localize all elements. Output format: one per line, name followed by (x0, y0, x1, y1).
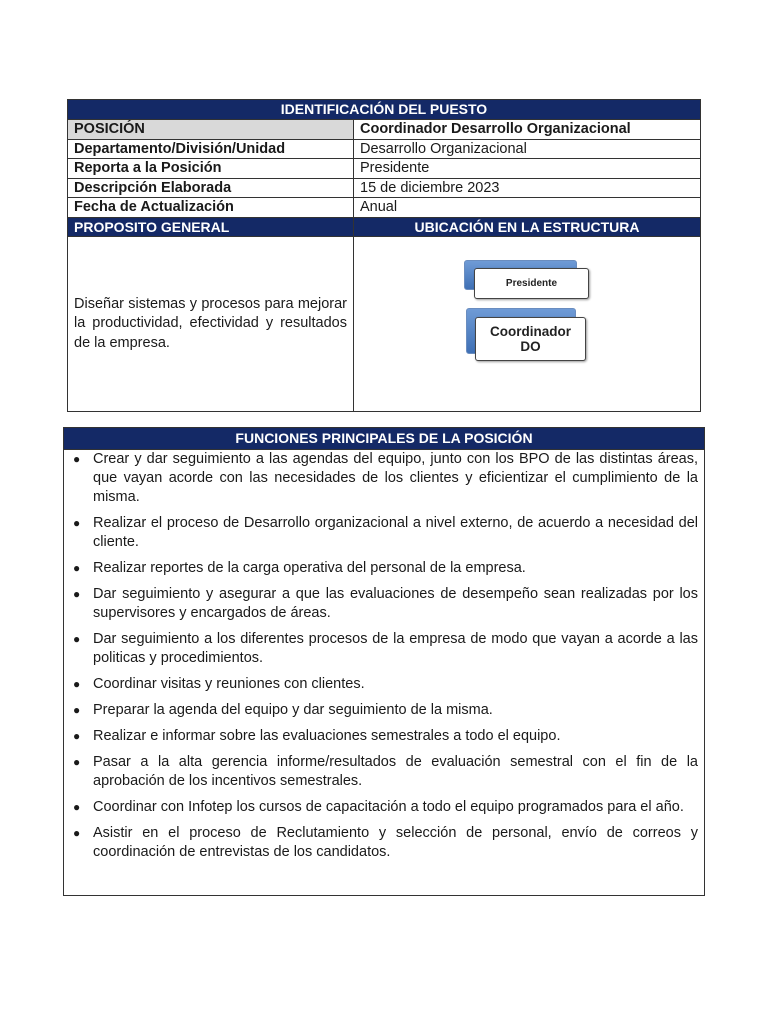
funciones-header: FUNCIONES PRINCIPALES DE LA POSICIÓN (64, 428, 704, 449)
proposito-text: Diseñar sistemas y procesos para mejorar la productividad, efectividad y resultados de la empresa. (74, 295, 347, 351)
proposito-cell (68, 237, 354, 411)
row-label: Reporta a la Posición (68, 159, 354, 178)
list-item (64, 450, 704, 507)
org-node-presidente: Presidente (474, 268, 589, 299)
proposito-header: PROPOSITO GENERAL (68, 218, 354, 236)
ubicacion-header: UBICACIÓN EN LA ESTRUCTURA (354, 218, 700, 236)
list-item-text: Realizar el proceso de Desarrollo organizacional a nivel externo, de acuerdo a necesidad del cliente. (93, 514, 698, 550)
org-node-coordinador: Coordinador DO (475, 317, 586, 361)
list-item (64, 753, 704, 791)
list-item-text: Realizar reportes de la carga operativa del personal de la empresa. (93, 559, 526, 576)
bullet-icon: ● (73, 703, 81, 718)
table-row (68, 178, 700, 198)
row-value: 15 de diciembre 2023 (360, 179, 500, 196)
list-item-text: Coordinar con Infotep los cursos de capacitación a todo el equipo programados para el año. (93, 799, 684, 816)
table-row (68, 158, 700, 178)
bullet-icon: ● (73, 515, 81, 530)
row-value: Coordinador Desarrollo Organizacional (354, 120, 700, 139)
table-row (68, 119, 700, 139)
list-item-text: Dar seguimiento a los diferentes procesos de la empresa de modo que vayan a acorde a las politicas y procedimientos. (93, 631, 698, 666)
bullet-icon: ● (73, 452, 81, 466)
list-item-text: Crear y dar seguimiento a las agendas del equipo, junto con los BPO de las distintas áreas, que vayan acorde con las necesidades de los clientes y eficientizar el cumplimiento de la misma. (93, 451, 698, 505)
bullet-icon: ● (73, 587, 81, 601)
bullet-icon: ● (73, 632, 81, 646)
list-item (64, 824, 704, 862)
bullet-icon: ● (73, 755, 81, 770)
list-item (64, 559, 704, 578)
funciones-table (63, 427, 705, 896)
list-item-text: Asistir en el proceso de Reclutamiento y selección de personal, envío de correos y coordinación de entrevistas de los candidatos. (93, 825, 698, 861)
table-row (68, 139, 700, 159)
list-item (64, 798, 704, 817)
row-label: POSICIÓN (68, 120, 354, 139)
org-chart (354, 237, 700, 411)
list-item (64, 675, 704, 694)
row-value: Desarrollo Organizacional (360, 140, 527, 157)
list-item-text: Preparar la agenda del equipo y dar seguimiento de la misma. (93, 702, 493, 719)
list-item (64, 727, 704, 746)
list-item-text: Realizar e informar sobre las evaluaciones semestrales a todo el equipo. (93, 728, 561, 745)
bullet-icon: ● (73, 800, 81, 815)
list-item (64, 630, 704, 668)
bullet-icon: ● (73, 729, 81, 744)
proposito-row (68, 236, 700, 411)
list-item-text: Dar seguimiento y asegurar a que las evaluaciones de desempeño sean realizadas por los supervisores y encargados de áreas. (93, 586, 698, 621)
row-label: Fecha de Actualización (68, 198, 354, 217)
bullet-icon: ● (73, 677, 81, 691)
list-item (64, 701, 704, 720)
list-item-text: Coordinar visitas y reuniones con clientes. (93, 676, 365, 692)
list-item (64, 514, 704, 552)
bullet-icon: ● (73, 826, 81, 841)
table-row (68, 197, 700, 217)
row-label: Departamento/División/Unidad (68, 140, 354, 159)
row-value: Presidente (360, 160, 430, 177)
section-header-row (68, 217, 700, 236)
row-value: Anual (360, 199, 398, 216)
identificacion-table (67, 99, 701, 412)
bullet-icon: ● (73, 560, 81, 575)
list-item-text: Pasar a la alta gerencia informe/resultados de evaluación semestral con el fin de la aprobación de los incentivos semestrales. (93, 754, 698, 790)
list-item (64, 585, 704, 623)
identificacion-header: IDENTIFICACIÓN DEL PUESTO (68, 100, 700, 119)
row-label: Descripción Elaborada (68, 179, 354, 198)
funciones-list (64, 449, 704, 862)
